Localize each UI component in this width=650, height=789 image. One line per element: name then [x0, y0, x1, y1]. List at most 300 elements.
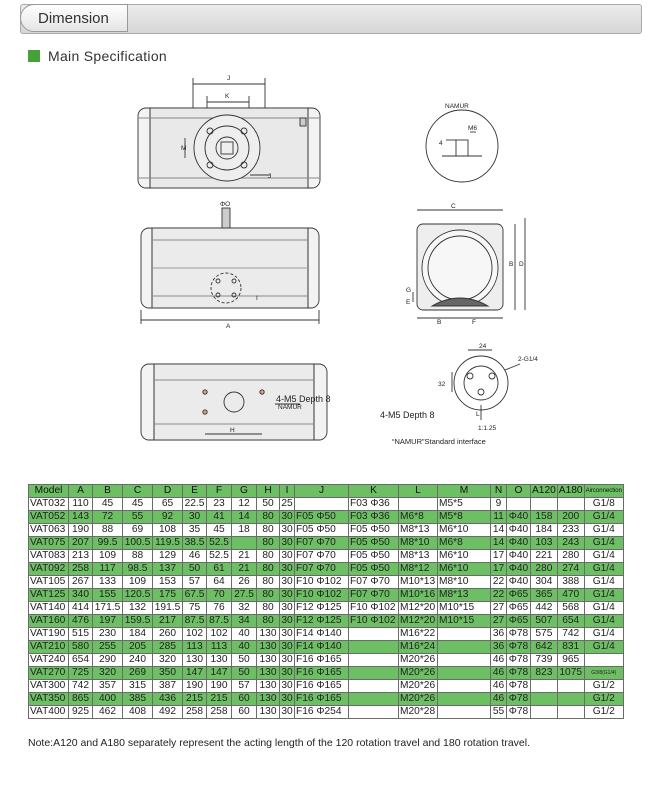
table-cell: 80: [257, 602, 280, 615]
table-cell: 285: [153, 641, 183, 654]
col-j: J: [295, 485, 349, 498]
table-row: [29, 511, 624, 524]
table-cell: 831: [557, 641, 584, 654]
table-cell: F16 Φ165: [295, 680, 349, 693]
table-cell: VAT190: [29, 628, 69, 641]
table-cell: 21: [232, 550, 257, 563]
table-cell: 30: [281, 680, 293, 691]
front-view: [141, 208, 319, 324]
table-cell: 207: [69, 537, 93, 550]
table-cell: M16*24: [399, 641, 438, 654]
table-cell: M5*8: [438, 511, 491, 524]
table-cell: 45: [207, 524, 232, 537]
table-cell: 87.5: [183, 615, 207, 628]
table-cell: 197: [93, 615, 123, 628]
table-cell: VAT300: [29, 680, 69, 693]
col-o: O: [507, 485, 531, 498]
footnote: Note:A120 and A180 separately represent the acting length of the 120 rotation travel and 180 rotation travel.: [28, 737, 531, 749]
table-cell: 120.5: [123, 589, 153, 602]
table-cell: 100.5: [123, 537, 153, 550]
table-cell: 476: [69, 615, 93, 628]
table-cell: 108: [153, 524, 183, 537]
table-cell: 515: [69, 628, 93, 641]
table-cell: 823: [531, 667, 558, 680]
table-cell: M12*20: [399, 602, 438, 615]
table-cell: VAT400: [29, 706, 69, 719]
table-cell: 130: [207, 654, 232, 667]
table-cell: 50: [232, 654, 257, 667]
table-cell: Φ40: [507, 550, 531, 563]
table-cell: 45: [93, 498, 123, 511]
table-cell: 739: [531, 654, 558, 667]
table-cell: 75: [183, 602, 207, 615]
table-cell: 133: [93, 576, 123, 589]
table-cell: F10 Φ102: [349, 615, 399, 628]
table-cell: [557, 693, 584, 706]
table-cell: 17: [491, 550, 507, 563]
table-cell: 130: [183, 654, 207, 667]
table-cell: F14 Φ140: [295, 641, 349, 654]
dim-K: K: [225, 93, 230, 100]
table-cell: 304: [531, 576, 558, 589]
table-cell: 742: [557, 628, 584, 641]
dim-M: M: [181, 145, 187, 152]
col-l: L: [399, 485, 438, 498]
table-row: [29, 537, 624, 550]
table-cell: 190: [183, 680, 207, 693]
table-row: [29, 550, 624, 563]
table-cell: F10 Φ102: [295, 589, 349, 602]
table-cell: 50: [232, 667, 257, 680]
table-cell: F10 Φ102: [349, 602, 399, 615]
col-m: M: [438, 485, 491, 498]
table-cell: 23: [207, 498, 232, 511]
table-cell: Φ78: [507, 680, 531, 693]
table-cell: 46: [491, 693, 507, 706]
table-cell: 221: [531, 550, 558, 563]
table-cell: 80: [257, 550, 280, 563]
table-cell: 340: [69, 589, 93, 602]
dim-24: 24: [479, 343, 487, 350]
table-cell: 642: [531, 641, 558, 654]
table-cell: [438, 654, 491, 667]
table-cell: 27: [491, 615, 507, 628]
table-cell: Φ78: [507, 693, 531, 706]
table-cell: [438, 706, 491, 719]
table-cell: M6*10: [438, 524, 491, 537]
table-cell: 30: [281, 524, 293, 535]
table-cell: Φ65: [507, 589, 531, 602]
table-cell: 40: [232, 628, 257, 641]
table-cell: 80: [257, 524, 280, 537]
table-cell: G1/4: [584, 615, 623, 628]
table-cell: 30: [281, 602, 293, 613]
table-cell: F16 Φ165: [295, 654, 349, 667]
table-cell: 260: [153, 628, 183, 641]
table-cell: 102: [207, 628, 232, 641]
table-cell: [531, 693, 558, 706]
table-cell: Φ40: [507, 511, 531, 524]
dim-G: G: [406, 287, 412, 294]
table-cell: 88: [123, 550, 153, 563]
table-cell: VAT092: [29, 563, 69, 576]
table-cell: M20*28: [399, 706, 438, 719]
table-cell: 57: [183, 576, 207, 589]
col-f: F: [207, 485, 232, 498]
table-cell: 72: [93, 511, 123, 524]
table-cell: 190: [207, 680, 232, 693]
table-cell: 30: [281, 641, 293, 652]
table-cell: G1/2: [584, 693, 623, 706]
table-cell: VAT160: [29, 615, 69, 628]
table-cell: F16 Φ254: [295, 706, 349, 719]
table-cell: 14: [491, 524, 507, 537]
table-cell: 654: [557, 615, 584, 628]
dim-D: D: [519, 261, 524, 268]
table-cell: G1/2: [584, 680, 623, 693]
table-cell: [438, 667, 491, 680]
table-cell: VAT105: [29, 576, 69, 589]
table-cell: [349, 693, 399, 706]
table-cell: [531, 680, 558, 693]
table-cell: M20*26: [399, 693, 438, 706]
table-cell: M20*26: [399, 667, 438, 680]
table-cell: F05 Φ50: [349, 563, 399, 576]
table-cell: 1075: [557, 667, 584, 680]
table-cell: [531, 706, 558, 719]
table-cell: 30: [281, 667, 293, 678]
table-cell: 575: [531, 628, 558, 641]
table-cell: [349, 641, 399, 654]
table-cell: 92: [153, 511, 183, 524]
table-cell: 50: [257, 498, 280, 511]
col-d: D: [153, 485, 183, 498]
table-cell: 184: [531, 524, 558, 537]
table-cell: 22: [491, 589, 507, 602]
table-cell: 725: [69, 667, 93, 680]
table-cell: 70: [207, 589, 232, 602]
table-cell: 76: [207, 602, 232, 615]
namur-detail: [426, 110, 498, 182]
table-cell: M6*8: [399, 511, 438, 524]
table-cell: M6*8: [438, 537, 491, 550]
table-cell: M10*16: [399, 589, 438, 602]
table-cell: 159.5: [123, 615, 153, 628]
table-cell: [531, 498, 558, 511]
table-cell: 14: [491, 537, 507, 550]
table-cell: 36: [491, 628, 507, 641]
table-cell: VAT140: [29, 602, 69, 615]
table-cell: 32: [232, 602, 257, 615]
table-cell: M10*15: [438, 615, 491, 628]
table-cell: 200: [557, 511, 584, 524]
table-cell: F16 Φ165: [295, 693, 349, 706]
table-cell: 80: [257, 563, 280, 576]
table-cell: F07 Φ70: [295, 550, 349, 563]
table-cell: 30: [281, 537, 293, 548]
table-cell: 147: [207, 667, 232, 680]
table-cell: 408: [123, 706, 153, 719]
table-cell: 12: [232, 498, 257, 511]
table-cell: 462: [93, 706, 123, 719]
table-cell: 130: [257, 654, 280, 667]
table-cell: 255: [93, 641, 123, 654]
table-cell: G1/4: [584, 511, 623, 524]
table-cell: 580: [69, 641, 93, 654]
table-cell: M6*10: [438, 550, 491, 563]
table-cell: 80: [257, 537, 280, 550]
table-cell: 14: [232, 511, 257, 524]
table-cell: 113: [183, 641, 207, 654]
table-cell: 130: [257, 628, 280, 641]
table-cell: 11: [491, 511, 507, 524]
table-cell: 215: [183, 693, 207, 706]
table-cell: 60: [232, 706, 257, 719]
table-cell: 258: [207, 706, 232, 719]
table-cell: 45: [123, 498, 153, 511]
table-cell: 80: [257, 511, 280, 524]
table-cell: F07 Φ70: [349, 589, 399, 602]
table-cell: 350: [153, 667, 183, 680]
table-cell: 215: [207, 693, 232, 706]
table-cell: Φ40: [507, 576, 531, 589]
table-cell: 205: [123, 641, 153, 654]
table-cell: 67.5: [183, 589, 207, 602]
table-cell: M8*13: [399, 550, 438, 563]
table-cell: 55: [123, 511, 153, 524]
scale-label: 1:1.25: [478, 425, 497, 432]
table-cell: [438, 680, 491, 693]
table-cell: 385: [123, 693, 153, 706]
specification-table: [28, 484, 624, 719]
table-cell: 436: [153, 693, 183, 706]
table-cell: 110: [69, 498, 93, 511]
table-cell: 414: [69, 602, 93, 615]
dim-H: H: [230, 427, 235, 434]
table-cell: 30: [281, 628, 293, 639]
port-label: 2-G1/4: [518, 356, 538, 363]
table-cell: 130: [257, 706, 280, 719]
table-cell: [438, 693, 491, 706]
table-cell: 30: [281, 654, 293, 665]
table-cell: M10*13: [399, 576, 438, 589]
table-cell: 40: [232, 641, 257, 654]
table-cell: 30: [281, 615, 293, 626]
table-cell: 22.5: [183, 498, 207, 511]
table-cell: 654: [69, 654, 93, 667]
table-cell: G1/4: [584, 602, 623, 615]
table-cell: Φ78: [507, 641, 531, 654]
table-cell: 320: [153, 654, 183, 667]
table-cell: VAT210: [29, 641, 69, 654]
dim-L: L: [476, 411, 480, 418]
table-cell: 865: [69, 693, 93, 706]
table-row: [29, 693, 624, 706]
table-cell: 280: [531, 563, 558, 576]
dim-B: B: [437, 319, 442, 326]
table-cell: Φ78: [507, 654, 531, 667]
table-body: [29, 498, 624, 719]
dim-E: E: [406, 299, 411, 306]
table-cell: 130: [257, 680, 280, 693]
table-cell: [557, 498, 584, 511]
dim-J-top: J: [227, 75, 231, 82]
table-cell: 30: [183, 511, 207, 524]
table-cell: F05 Φ50: [349, 524, 399, 537]
col-h: H: [257, 485, 280, 498]
table-cell: 22: [491, 576, 507, 589]
table-row: [29, 706, 624, 719]
table-cell: 46: [491, 667, 507, 680]
table-cell: 258: [183, 706, 207, 719]
dimension-tab: Dimension: [20, 4, 128, 32]
table-cell: M8*12: [399, 563, 438, 576]
table-cell: M5*5: [438, 498, 491, 511]
table-cell: F05 Φ50: [349, 550, 399, 563]
table-cell: G1/4: [584, 524, 623, 537]
table-cell: 18: [232, 524, 257, 537]
table-cell: [557, 680, 584, 693]
table-cell: G3/8(G1/4): [584, 667, 623, 680]
table-cell: G1/4: [584, 563, 623, 576]
table-cell: 492: [153, 706, 183, 719]
interface-detail: [452, 350, 520, 420]
dim-O: ΦO: [220, 201, 231, 208]
table-cell: G1/4: [584, 576, 623, 589]
table-cell: M8*10: [438, 576, 491, 589]
table-cell: 69: [123, 524, 153, 537]
table-cell: M8*13: [399, 524, 438, 537]
table-cell: VAT350: [29, 693, 69, 706]
green-square-icon: [28, 50, 40, 62]
col-b: B: [93, 485, 123, 498]
table-cell: 103: [531, 537, 558, 550]
table-cell: 269: [123, 667, 153, 680]
table-cell: Φ65: [507, 602, 531, 615]
col-a120: A120: [532, 485, 556, 496]
table-cell: F12 Φ125: [295, 615, 349, 628]
table-cell: 80: [257, 615, 280, 628]
table-cell: VAT270: [29, 667, 69, 680]
table-cell: VAT063: [29, 524, 69, 537]
table-row: [29, 680, 624, 693]
table-cell: 57: [232, 680, 257, 693]
table-cell: 46: [491, 654, 507, 667]
table-cell: 64: [207, 576, 232, 589]
table-cell: 191.5: [153, 602, 183, 615]
table-row: [29, 654, 624, 667]
col-a180: A180: [558, 485, 583, 496]
table-cell: 99.5: [93, 537, 123, 550]
table-cell: 30: [281, 576, 293, 587]
table-cell: 30: [281, 693, 293, 704]
table-cell: 30: [281, 706, 293, 717]
table-cell: 243: [557, 537, 584, 550]
dim-m6: M6: [468, 125, 478, 132]
table-cell: 60: [232, 693, 257, 706]
table-row: [29, 641, 624, 654]
table-cell: 17: [491, 563, 507, 576]
table-cell: [349, 680, 399, 693]
table-row: [29, 589, 624, 602]
table-cell: G1/4: [584, 537, 623, 550]
table-cell: 388: [557, 576, 584, 589]
table-cell: F07 Φ70: [295, 563, 349, 576]
table-cell: VAT075: [29, 537, 69, 550]
col-g: G: [232, 485, 257, 498]
table-cell: M8*13: [438, 589, 491, 602]
table-cell: 25: [281, 498, 293, 509]
table-cell: 230: [93, 628, 123, 641]
table-cell: 233: [557, 524, 584, 537]
table-cell: 46: [491, 680, 507, 693]
table-cell: F03 Φ36: [349, 498, 399, 511]
table-cell: 965: [557, 654, 584, 667]
table-cell: 130: [257, 667, 280, 680]
table-row: [29, 576, 624, 589]
table-cell: Φ40: [507, 537, 531, 550]
table-cell: G1/4: [584, 589, 623, 602]
table-cell: [438, 628, 491, 641]
table-cell: M16*22: [399, 628, 438, 641]
col-c: C: [123, 485, 153, 498]
table-cell: 217: [153, 615, 183, 628]
screw-label-bottom: 4-M5 Depth 8: [276, 394, 331, 404]
table-cell: Φ78: [507, 628, 531, 641]
table-cell: M20*26: [399, 654, 438, 667]
table-row: [29, 628, 624, 641]
table-row: [29, 615, 624, 628]
table-cell: VAT083: [29, 550, 69, 563]
table-cell: [584, 654, 623, 667]
table-cell: 190: [69, 524, 93, 537]
table-cell: [507, 498, 531, 511]
table-cell: 30: [281, 563, 293, 574]
table-cell: G1/8: [584, 498, 623, 511]
table-cell: 147: [183, 667, 207, 680]
dimension-header-bar: [20, 4, 642, 34]
table-cell: 117: [93, 563, 123, 576]
table-cell: 80: [257, 576, 280, 589]
table-cell: 315: [123, 680, 153, 693]
table-cell: 46: [183, 550, 207, 563]
table-cell: Φ78: [507, 706, 531, 719]
table-cell: 41: [207, 511, 232, 524]
technical-drawing: [0, 70, 650, 480]
col-n: N: [491, 485, 507, 498]
table-cell: 290: [93, 654, 123, 667]
table-cell: F05 Φ50: [295, 524, 349, 537]
table-cell: 143: [69, 511, 93, 524]
table-cell: 742: [69, 680, 93, 693]
namur-label: NAMUR: [445, 103, 469, 110]
table-cell: F05 Φ50: [295, 511, 349, 524]
table-cell: 153: [153, 576, 183, 589]
screw-label-detail: 4-M5 Depth 8: [380, 410, 435, 420]
table-cell: 137: [153, 563, 183, 576]
table-cell: 357: [93, 680, 123, 693]
table-cell: 925: [69, 706, 93, 719]
table-row: [29, 524, 624, 537]
table-cell: [295, 498, 349, 511]
table-cell: 258: [69, 563, 93, 576]
table-cell: 88: [93, 524, 123, 537]
table-cell: 65: [153, 498, 183, 511]
table-cell: 27: [491, 602, 507, 615]
col-i: I: [280, 485, 295, 498]
table-cell: 267: [69, 576, 93, 589]
table-cell: 38.5: [183, 537, 207, 550]
